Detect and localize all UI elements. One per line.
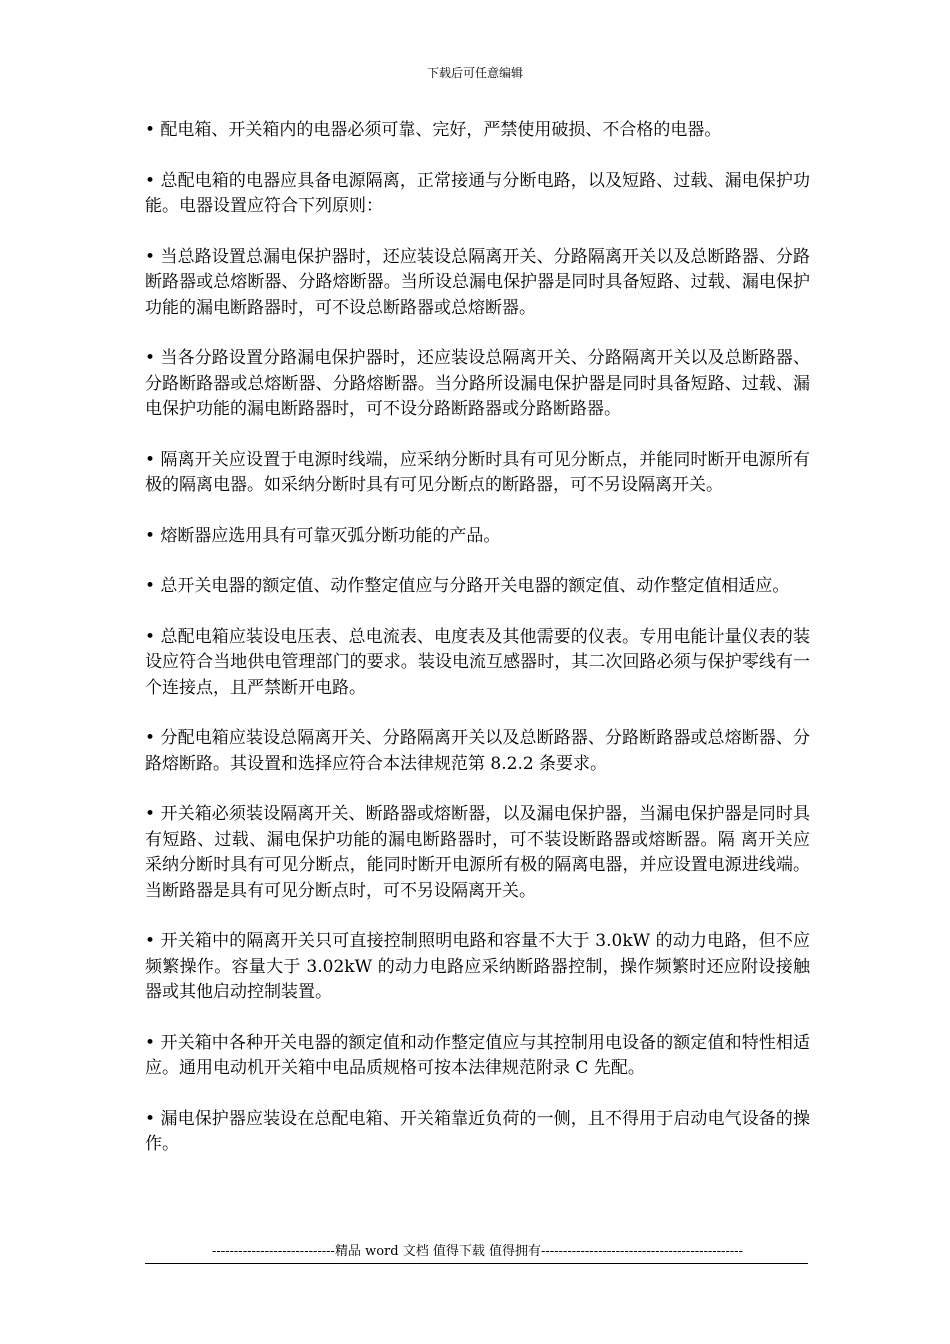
paragraph: • 配电箱、开关箱内的电器必须可靠、完好，严禁使用破损、不合格的电器。 xyxy=(145,120,722,140)
paragraph: • 当各分路设置分路漏电保护器时，还应装设总隔离开关、分路隔离开关以及总断路器、分路断路器或总熔断器、分路熔断器。当分路所设漏电保护器是同时具备短路、过载、漏电保护功能的漏电断路器时，可不设分路断路器或分路断路器。 xyxy=(145,348,810,419)
footer-divider xyxy=(145,1263,808,1264)
paragraph: • 总配电箱的电器应具备电源隔离，正常接通与分断电路，以及短路、过载、漏电保护功能。电器设置应符合下列原则： xyxy=(145,170,810,216)
document-body xyxy=(145,118,810,1183)
paragraph: • 漏电保护器应装设在总配电箱、开关箱靠近负荷的一侧，且不得用于启动电气设备的操作。 xyxy=(145,1108,810,1154)
paragraph: • 开关箱必须装设隔离开关、断路器或熔断器，以及漏电保护器，当漏电保护器是同时具有短路、过载、漏电保护功能的漏电断路器时，可不装设断路器或熔断器。隔 离开关应采纳分断时具有可见分断点，能同时断开电源所有极的隔离电器，并应设置电源进线端。当断路器是具有可见分断点时，可不另设隔离开关。 xyxy=(145,804,810,901)
paragraph: • 熔断器应选用具有可靠灭弧分断功能的产品。 xyxy=(145,525,501,546)
page-footer: ----------------------------精品 word 文档 值得下载 值得拥有---------------------------------------------- xyxy=(211,1244,744,1259)
paragraph: • 隔离开关应设置于电源时线端，应采纳分断时具有可见分断点，并能同时断开电源所有极的隔离电器。如采纳分断时具有可见分断点的断路器，可不另设隔离开关。 xyxy=(145,449,810,495)
paragraph: • 当总路设置总漏电保护器时，还应装设总隔离开关、分路隔离开关以及总断路器、分路断路器或总熔断器、分路熔断器。当所设总漏电保护器是同时具备短路、过载、漏电保护功能的漏电断路器时，可不设总断路器或总熔断器。 xyxy=(145,246,810,318)
paragraph: • 总开关电器的额定值、动作整定值应与分路开关电器的额定值、动作整定值相适应。 xyxy=(145,576,790,596)
paragraph: • 总配电箱应装设电压表、总电流表、电度表及其他需要的仪表。专用电能计量仪表的装设应符合当地供电管理部门的要求。装设电流互感器时，其二次回路必须与保护零线有一个连接点，且严禁断开电路。 xyxy=(145,626,810,698)
paragraph: • 开关箱中的隔离开关只可直接控制照明电路和容量不大于 3.0kW 的动力电路，但不应频繁操作。容量大于 3.02kW 的动力电路应采纳断路器控制，操作频繁时还应附设接触器或其他启动控制装置。 xyxy=(145,931,810,1002)
paragraph: • 开关箱中各种开关电器的额定值和动作整定值应与其控制用电设备的额定值和特性相适应。通用电动机开关箱中电品质规格可按本法律规范附录 C 先配。 xyxy=(145,1032,810,1078)
page-header: 下载后可任意编辑 xyxy=(426,66,523,80)
paragraph: • 分配电箱应装设总隔离开关、分路隔离开关以及总断路器、分路断路器或总熔断器、分路熔断路。其设置和选择应符合本法律规范第 8.2.2 条要求。 xyxy=(145,728,810,774)
